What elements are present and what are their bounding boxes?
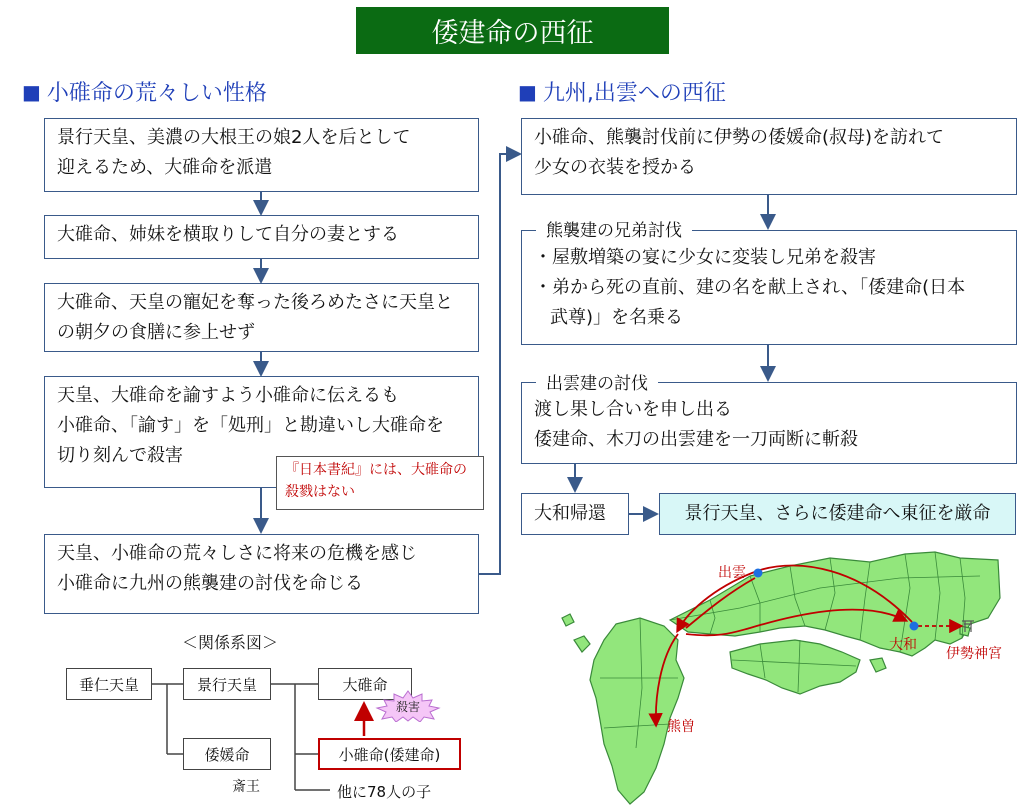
flow-line: 天皇、大碓命を諭すよう小碓命に伝えるも (57, 385, 399, 406)
flow-line: 迎えるため、大碓命を派遣 (57, 157, 273, 178)
nihon-shoki-note (276, 456, 484, 510)
island (562, 614, 574, 626)
node-yamatohime: 倭媛命 (183, 738, 271, 770)
western-japan-map (560, 548, 1005, 806)
group-kumaso-campaign (521, 230, 1017, 345)
island (574, 636, 590, 652)
flow-line: 小碓命に九州の熊襲建の討伐を命じる (57, 573, 363, 594)
left-section-heading (22, 76, 267, 107)
flow-box-steal-wives (44, 215, 479, 259)
page-title: 倭建命の西征 (356, 7, 669, 54)
flow-line: 大碓命、天皇の寵妃を奪った後ろめたさに天皇と (57, 292, 453, 313)
flow-line: 渡し果し合いを申し出る (534, 399, 732, 420)
flow-line: ・屋敷増築の宴に少女に変装し兄弟を殺害 (534, 247, 876, 268)
flow-box-kumaso-order (44, 534, 479, 614)
yamato-point (910, 622, 919, 631)
flow-line: 景行天皇、さらに倭建命へ東征を厳命 (684, 503, 991, 524)
flow-line: 小碓命、熊襲討伐前に伊勢の倭媛命(叔母)を訪れて (534, 127, 945, 148)
flow-line: 天皇、小碓命の荒々しさに将来の危機を感じ (57, 543, 417, 564)
group-label-kumaso: 熊襲建の兄弟討伐 (536, 216, 692, 241)
flow-box-dispatch (44, 118, 479, 192)
killing-burst-badge (375, 690, 441, 722)
izumo-point (754, 569, 763, 578)
flow-line: 倭建命、木刀の出雲建を一刀両断に斬殺 (534, 429, 858, 450)
square-bullet-icon: ■ (518, 79, 537, 104)
node-ousu: 大碓命 (318, 668, 412, 700)
shikoku-landmass (730, 640, 860, 694)
flow-line: ・弟から死の直前、建の名を献上され、「倭建命(日本 (534, 277, 966, 298)
right-heading-text: 九州,出雲への西征 (542, 81, 726, 106)
flow-line: 武尊)」を名乗る (550, 307, 684, 328)
label-other-children: 他に78人の子 (337, 783, 432, 801)
map-label-ise: 伊勢神宮 (946, 646, 1002, 662)
map-label-kumaso: 熊曽 (667, 719, 695, 735)
group-izumo-campaign (521, 382, 1017, 464)
node-suinin: 垂仁天皇 (66, 668, 152, 700)
flow-box-absent (44, 283, 479, 352)
label-saio: 斎王 (232, 779, 260, 795)
right-section-heading (518, 76, 726, 107)
flow-line: 切り刻んで殺害 (57, 445, 183, 466)
map-label-yamato: 大和 (889, 637, 917, 653)
flow-line: の朝夕の食膳に参上せず (57, 322, 255, 343)
flow-line: 景行天皇、美濃の大根王の娘2人を后として (57, 127, 411, 148)
flow-line: 少女の衣装を授かる (534, 157, 696, 178)
group-label-izumo: 出雲建の討伐 (536, 369, 658, 394)
flow-line: 大碓命、姉妹を横取りして自分の妻とする (57, 224, 399, 245)
left-heading-text: 小碓命の荒々しい性格 (46, 81, 267, 106)
node-yamato-takeru: 小碓命(倭建命) (318, 738, 461, 770)
node-keiko: 景行天皇 (183, 668, 271, 700)
note-line: 殺戮はない (285, 484, 355, 500)
flow-box-ise-visit (521, 118, 1017, 195)
island (870, 658, 886, 672)
map-label-izumo: 出雲 (718, 565, 746, 581)
flow-line: 小碓命、「諭す」を「処刑」と勘違いし大碓命を (57, 415, 444, 436)
square-bullet-icon: ■ (22, 79, 41, 104)
killing-badge-label: 殺害 (395, 699, 420, 714)
box-east-order (659, 493, 1016, 535)
note-line: 『日本書紀』には、大碓命の (285, 462, 467, 478)
flow-line: 大和帰還 (534, 503, 606, 524)
box-return-yamato (521, 493, 629, 535)
family-tree-caption: ＜関係系図＞ (182, 633, 279, 652)
